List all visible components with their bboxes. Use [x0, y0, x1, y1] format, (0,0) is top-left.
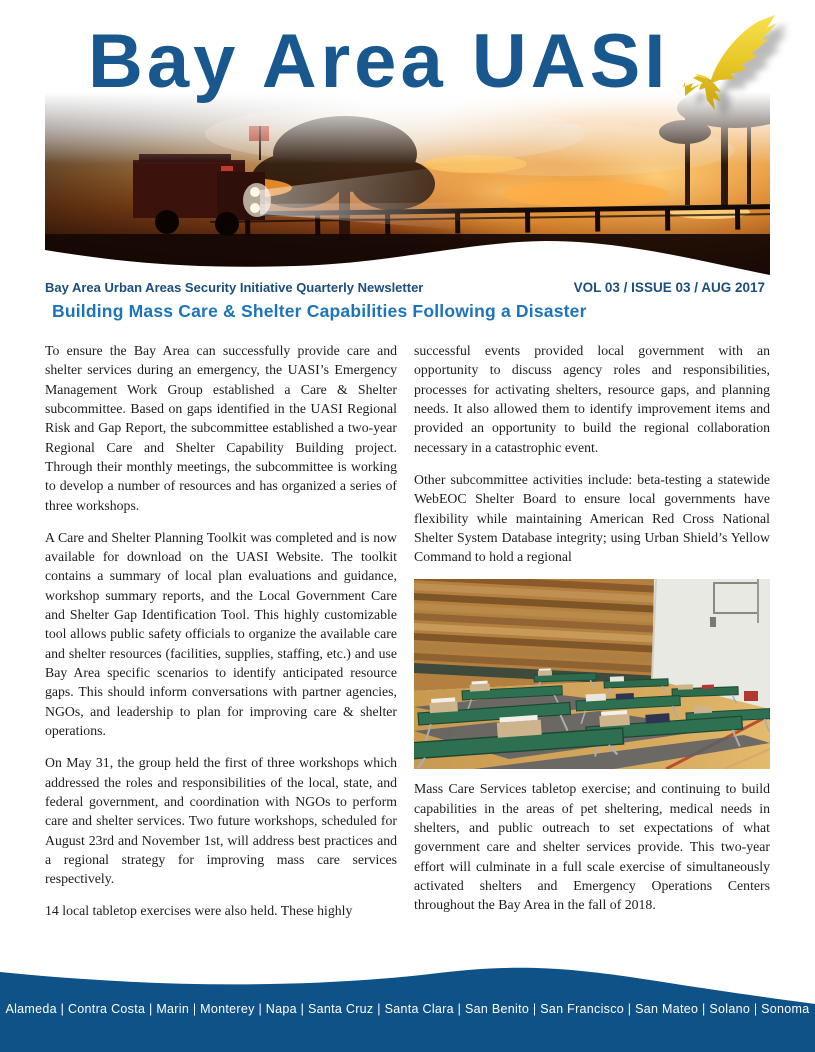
shelter-photo	[414, 579, 770, 769]
page-title: Bay Area UASI	[88, 19, 670, 104]
paragraph: Mass Care Services tabletop exercise; and continuing to build capabilities in the areas of pet sheltering, medical needs in shelters, and public outreach to set expectations of what government care and shelter services provide. This two-year effort will culminate in a full scale exercise of simultaneously activated shelters and Emergency Operations Centers throughout the Bay Area in the fall of 2018.	[414, 781, 770, 913]
article-column-right	[414, 341, 770, 934]
footer	[0, 958, 815, 1052]
paragraph: On May 31, the group held the first of three workshops which addressed the roles and responsibilities of the local, state, and federal government, and coordination with NGOs to perform care and shelter services. Two future workshops, scheduled for August 23rd and November 1st, will address best practices and a regional strategy for improving mass care services respectively.	[45, 755, 397, 887]
paragraph: successful events provided local government with an opportunity to discuss agency roles and responsibilities, processes for activating shelters, resource gaps, and planning needs. It also allowed them to identify improvement items and provided an opportunity to build the regional collaboration necessary in a catastrophic event.	[414, 343, 770, 455]
article-column-left	[45, 341, 397, 934]
paragraph: 14 local tabletop exercises were also held. These highly	[45, 903, 353, 919]
county-list: Alameda | Contra Costa | Marin | Monterey | Napa | Santa Cruz | Santa Clara | San Benito | San Francisco | San Mateo | Solano | Sonoma	[5, 1002, 810, 1016]
article-headline: Building Mass Care & Shelter Capabilities Following a Disaster	[52, 301, 587, 321]
article-body	[45, 341, 770, 934]
masthead-meta-row	[45, 280, 765, 295]
paragraph: A Care and Shelter Planning Toolkit was completed and is now available for download on the UASI Website. The toolkit contains a summary of local plan evaluations and guidance, workshop summary reports, and the Local Government Care and Shelter Gap Identification Tool. This highly customizable tool allows public safety officials to organize the available care and shelter resources (facilities, supplies, staffing, etc.) and use Bay Area specific scenarios to identify anticipated resource gaps. This should inform conversations with partner agencies, NGOs, and leadership to plan for improving care & shelter operations.	[45, 529, 397, 738]
eagle-icon	[655, 14, 805, 134]
issue-info: VOL 03 / ISSUE 03 / AUG 2017	[573, 280, 765, 295]
newsletter-subtitle: Bay Area Urban Areas Security Initiative Quarterly Newsletter	[45, 280, 424, 295]
paragraph: To ensure the Bay Area can successfully provide care and shelter services during an emergency, the UASI’s Emergency Management Work Group established a Care & Shelter subcommittee. Based on gaps identified in the UASI Regional Risk and Gap Report, the subcommittee established a two-year Regional Care and Shelter Capability Building project. Through their monthly meetings, the subcommittee is working to develop a number of resources and has organized a series of three workshops.	[45, 343, 397, 513]
paragraph: Other subcommittee activities include: beta-testing a statewide WebEOC Shelter Board to ensure local governments have flexibility while maintaining American Red Cross National Shelter System Database integrity; using Urban Shield’s Yellow Command to hold a regional	[414, 471, 770, 565]
